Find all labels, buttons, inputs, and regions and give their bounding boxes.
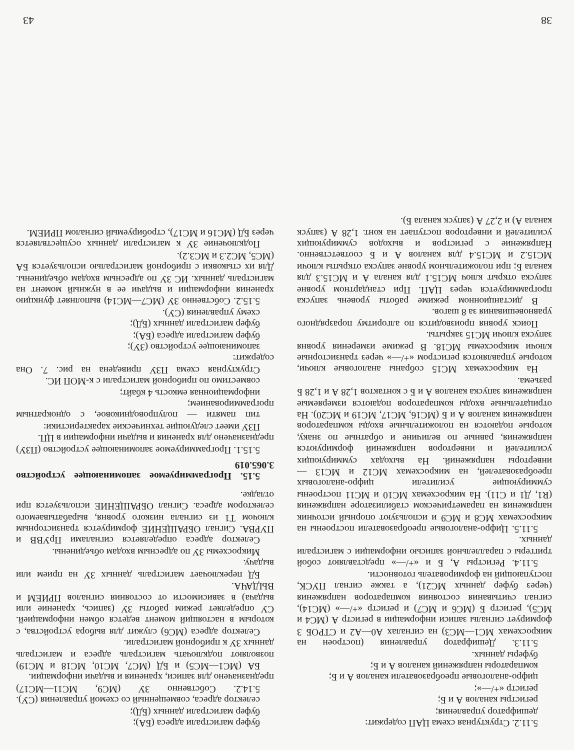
paragraph: регистры каналов А и Б; [437,694,538,706]
page-number-right: 43 [23,14,34,26]
paragraph: совместимо по приборной магистрали с к-МОП ИС. [45,375,260,387]
paragraph: Селектор адреса (МС6) служит для выбора устройства, с которым в настоящий момент ведется обмен информацией. СУ определяет режим работы ЗУ (запись, хранение или выдача) в зависимости от состояния сигналов ПРИЕМ и ВЫДАЧА. [16,580,274,637]
left-column [297,215,552,728]
paragraph: цифро-аналоговые преобразователи каналов А и Б; [328,671,538,683]
page-number-left: 38 [541,14,552,26]
paragraph: буфер магистрали данных (БД); [130,318,260,330]
section-heading: 5.15. Программируемое запоминающее устройство 3.065.019 [16,459,274,482]
paragraph: 5.14.2. Собственно ЗУ (МС9, МС11—МС17) предназначено для записи, хранения и выдачи информации. [16,671,274,694]
paragraph: дешифратор управления; [435,705,538,717]
paragraph: буфер магистрали данных (БД); [130,705,260,717]
paragraph: регистр «+/—»; [474,682,538,694]
paragraph: Поиск уровня производится по алгоритму поразрядного уравновешивания за 8 шагов. [297,306,552,329]
paragraph: Микросхемы ЗУ по адресным входам объединены. [52,545,260,557]
paragraph: 5.11.2. Структурная схема ЦАП содержит: [364,717,538,728]
right-column [16,227,274,728]
paragraph: 5.11.5. Цифро-аналоговые преобразователи построены на микросхемах МС8 и МС9 и используют опорный источник напряжения на параметрическом стабилизаторе напряжения (R1, Д1 и С11). На микросхемах МС10 и МС11 построены суммирующие усилители цифро-аналоговых преобразователей, на микросхемах МС12 и МС13 — инверторы напряжений. На выходах суммирующих усилителей и инверторов напряжений формируются напряжения, равные по величине и обратные по знаку, которые подаются на положительные входы компараторов напряжения каналов А и Б (МС16, МС17, МС19 и МС20). На отрицательные входы компараторов подаются измеряемые напряжения запуска каналов А и Б с контактов 1,28 А и 1,28 Б разъема. [297,374,552,535]
paragraph: буфер магистрали адреса (БА); [133,329,260,341]
paragraph: Структурная схема ПЗУ приведена на рис. 7. Она содержит: [16,352,274,375]
paragraph: селектор адреса, совмещенный со схемой управления (СУ). [16,694,260,706]
paragraph: 5.11.4. Регистры А, Б и «+/—» представляют собой триггеры с параллельной записью информации с магистрали данных. [297,534,552,569]
paragraph: компараторы напряжений каналов А и Б; [370,659,538,671]
paragraph: тип памяти — полупроводниковое, с однократным программированием; [16,398,274,421]
paragraph: Подключение ЗУ к магистрали данных осуществляется через БД (МС16 и МС17), стробируемый сигналом ПРИЕМ. [16,226,274,250]
paragraph: На микросхемах МС15 собраны аналоговые ключи, которые управляются регистром «+/—» через транзисторные ключи микросхемы МС18. В режиме измерения уровня запуска ключи МС15 закрыты. [297,329,552,375]
paragraph: информационная емкость 4 кбайт; [119,386,260,398]
paragraph: 5.15.1. Программируемое запоминающее устройство (ПЗУ) предназначено для хранения и выдачи информации в ЦП. [16,432,274,455]
paragraph: буфер магистрали адреса (БА); [133,717,260,728]
paragraph: В дистанционном режиме работы уровень запуска программируется через ЦАП. При стандартном уровне запуска открыт ключ МС15.1 для канала А и МС15.3 для канала Б; при положительном уровне запуска открыты ключи МС15.2 и МС15.4 для каналов А и Б соответственно. Напряжение с регистров и выходов суммирующих усилителей и инверторов поступает на конт. 1,28 А (запуск канала А) и 2,27 А (запуск канала Б). [297,215,552,306]
paragraph: ПЗУ имеет следующие технические характеристики: [43,420,260,432]
paragraph: 5.11.3. Дешифратор управления (построен на микросхемах МС1—МС3) на сигналах А0—А2 и СТРОБ 3 формирует сигналы записи информации в регистр А (МС4 и МС5), регистр Б (МС6 и МС7) и регистр «+/—» (МС14), сигнал считывания состояния компараторов напряжения (через буфер данных МС21), а также сигнал ПУСК, поступающий на формирователь готовности. [297,568,552,649]
paragraph: схему управления (СУ). [162,306,260,318]
paragraph: БА (МС1—МС5) и БД (МС7, МС10, МС18 и МС19) позволяют подключать магистраль адреса и магистраль данных ЗУ к приборной магистрали. [16,637,274,671]
paragraph: запоминающее устройство (ЗУ); [127,341,260,352]
paragraph: БД переключает магистраль данных ЗУ на прием или выдачу. [16,557,274,580]
paragraph: буферы данных. [471,648,538,660]
paragraph: 5.15.2. Собственно ЗУ (МС7—МС14) выполняет функцию хранения информации и выдачи ее в нужный момент на магистраль данных. ИС ЗУ по адресным входам объединены. Для их стыковки с приборной магистралью используется БА (МС5, МС2.3 и МС3.2). [16,249,274,307]
paragraph: Селектор адреса определяется сигналами ПрУВВ и ПУРВА. Сигнал ОБРАЩЕНИЕ формируется транзисторным ключом Т1 из сигнала низкого уровня, вырабатываемого селектором адреса. Сигнал ОБРАЩЕНИЕ используется при отладке. [16,488,274,546]
